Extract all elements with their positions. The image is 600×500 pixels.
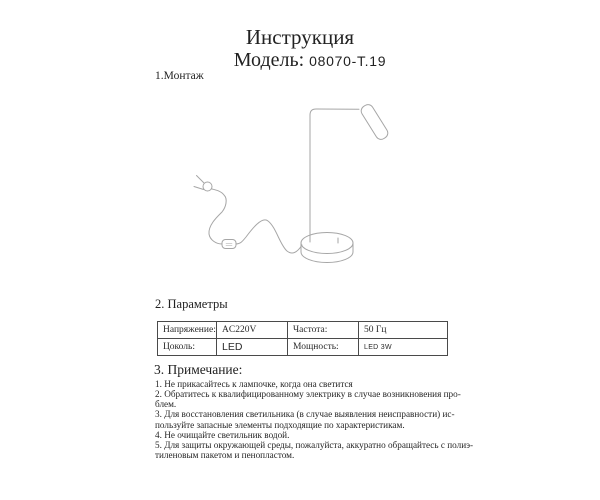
table-row [158, 322, 448, 339]
cell-voltage-label: Напряжение: [158, 322, 217, 339]
note-line: тиленовым пакетом и пенопластом. [155, 450, 295, 461]
cell-frequency-value: 50 Гц [359, 322, 448, 339]
note-line: 4. Не очищайте светильник водой. [155, 429, 290, 440]
lamp-base-side [301, 243, 353, 263]
model-number: 08070-T.19 [309, 53, 387, 69]
lamp-pole-and-arm [310, 109, 359, 242]
section-heading-parameters: 2. Параметры [155, 297, 228, 311]
model-line [10, 50, 600, 72]
section-heading-notes: 3. Примечание: [154, 362, 243, 377]
page-title: Инструкция [245, 25, 355, 49]
cell-frequency-label: Частота: [288, 322, 359, 339]
cell-socket-label: Цоколь: [158, 339, 217, 356]
plug-prongs [194, 176, 204, 190]
note-line: 1. Не прикасайтесь к лампочке, когда она светится [155, 379, 353, 389]
lamp-head [359, 103, 390, 142]
cell-power-value: LED 3W [359, 339, 448, 356]
power-cord [236, 220, 302, 253]
cell-power-label: Мощность: [288, 339, 359, 356]
note-line: 3. Для восстановления светильника (в случае выявления неисправности) ис- [155, 409, 455, 420]
lamp-base-top [301, 233, 353, 254]
table-row [158, 339, 448, 356]
model-label: Модель: [233, 49, 305, 71]
lamp-assembly-drawing [180, 95, 410, 280]
power-cord [209, 189, 226, 244]
parameters-table [157, 321, 448, 356]
cell-voltage-value: AC220V [217, 322, 288, 339]
notes-list [155, 379, 474, 461]
note-line: блем. [155, 399, 177, 410]
note-line: 5. Для защиты окружающей среды, пожалуйста, аккуратно обращайтесь с полиэ- [155, 439, 474, 450]
cell-socket-value: LED [217, 339, 288, 356]
note-line: 2. Обратитесь к квалифицированному электрику в случае возникновения про- [155, 389, 461, 400]
inline-switch [222, 240, 236, 249]
section-heading-montage: 1.Монтаж [155, 70, 204, 82]
note-line: пользуйте запасные элементы подходящие по характеристикам. [155, 419, 405, 430]
